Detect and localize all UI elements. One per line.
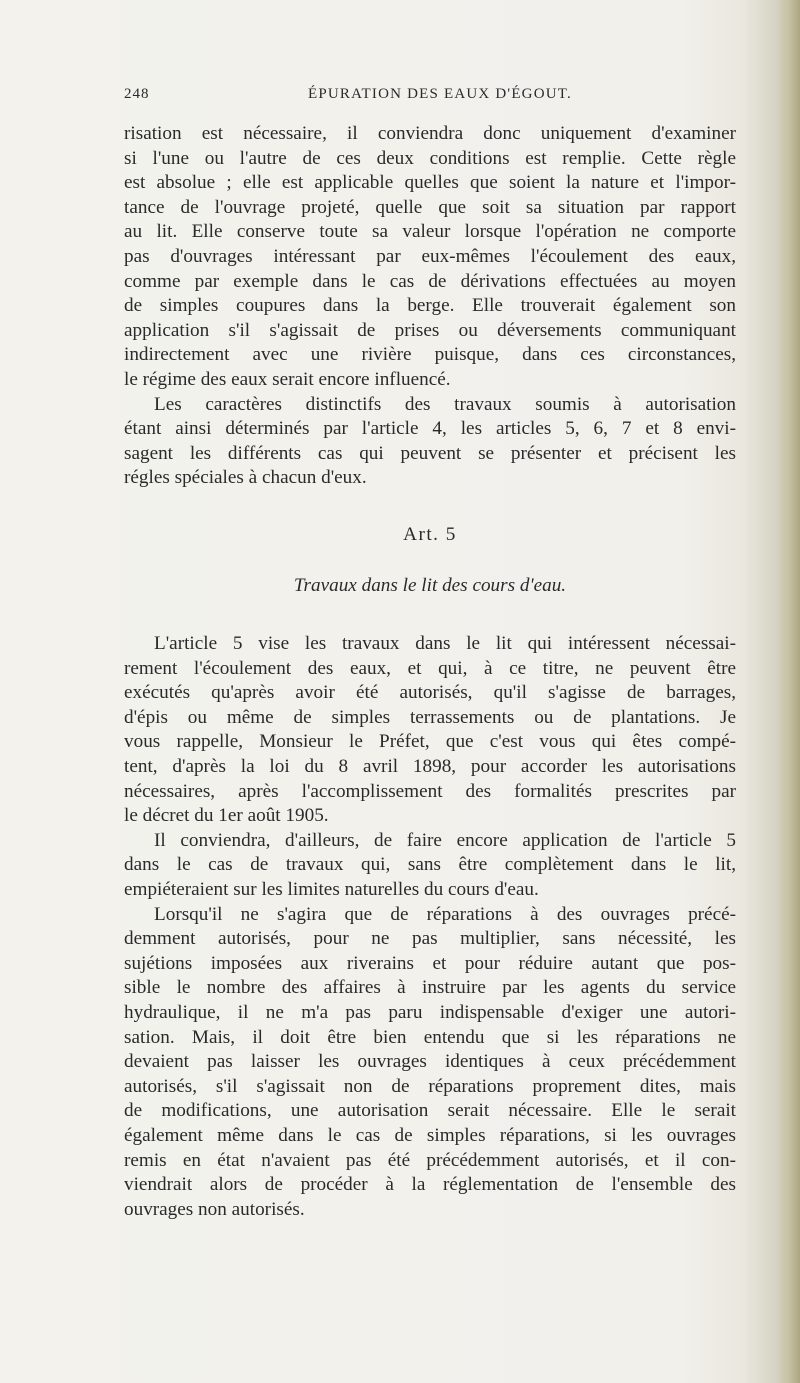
text-line: L'article 5 vise les travaux dans le lit qui intéressent nécessai- [154, 633, 736, 655]
text-line: application s'il s'agissait de prises ou déversements communiquant [124, 319, 736, 341]
text-line: risation est nécessaire, il conviendra donc uniquement d'examiner [124, 123, 736, 144]
text-line: sagent les différents cas qui peuvent se présenter et précisent les [124, 442, 736, 464]
paragraph-4 [124, 829, 736, 903]
text-line: sible le nombre des affaires à instruire par les agents du service [124, 977, 736, 999]
text-line: régles spéciales à chacun d'eux. [124, 467, 367, 489]
text-line: également même dans le cas de simples réparations, si les ouvrages [124, 1124, 736, 1146]
page-number: 248 [124, 86, 150, 102]
paragraph-3 [124, 632, 736, 829]
text-line: Les caractères distinctifs des travaux soumis à autorisation [154, 393, 736, 415]
text-line: étant ainsi déterminés par l'article 4, les articles 5, 6, 7 et 8 envi- [124, 418, 736, 440]
text-line: le décret du 1er août 1905. [124, 805, 329, 827]
text-line: vous rappelle, Monsieur le Préfet, que c'est vous qui êtes compé- [124, 731, 736, 753]
text-line: viendrait alors de procéder à la réglementation de l'ensemble des [124, 1174, 736, 1196]
page-edge-shadow [778, 0, 800, 1383]
text-line: d'épis ou même de simples terrassements ou de plantations. Je [124, 706, 736, 728]
text-line: hydraulique, il ne m'a pas paru indispensable d'exiger une autori- [124, 1002, 736, 1023]
text-line: est absolue ; elle est applicable quelles que soient la nature et l'impor- [124, 172, 736, 194]
running-title: ÉPURATION DES EAUX D'ÉGOUT. [308, 86, 572, 102]
text-line: si l'une ou l'autre de ces deux conditions est remplie. Cette règle [124, 147, 736, 169]
text-line: sation. Mais, il doit être bien entendu que si les réparations ne [124, 1026, 736, 1048]
article-heading: Art. 5 [403, 523, 457, 545]
text-line: pas d'ouvrages intéressant par eux-mêmes l'écoulement des eaux, [124, 245, 736, 267]
spacer [124, 598, 736, 632]
spacer [124, 548, 736, 574]
text-line: devaient pas laisser les ouvrages identiques à ceux précédemment [124, 1051, 736, 1073]
text-line: Lorsqu'il ne s'agira que de réparations à des ouvrages précé- [154, 903, 736, 925]
text-line: empiéteraient sur les limites naturelles du cours d'eau. [124, 879, 539, 901]
text-line: indirectement avec une rivière puisque, dans ces circonstances, [124, 344, 736, 366]
text-line: le régime des eaux serait encore influencé. [124, 368, 451, 390]
text-line: dans le cas de travaux qui, sans être complètement dans le lit, [124, 854, 736, 876]
paragraph-2 [124, 393, 736, 491]
text-line: demment autorisés, pour ne pas multiplier, sans nécessité, les [124, 928, 736, 950]
text-line: de modifications, une autorisation serait nécessaire. Elle le serait [124, 1100, 736, 1122]
text-line: rement l'écoulement des eaux, et qui, à ce titre, ne peuvent être [124, 657, 736, 679]
text-line: nécessaires, après l'accomplissement des formalités prescrites par [124, 780, 736, 802]
article-title: Travaux dans le lit des cours d'eau. [293, 574, 567, 596]
text-line: tance de l'ouvrage projeté, quelle que soit sa situation par rapport [124, 196, 736, 218]
text-line: ouvrages non autorisés. [124, 1198, 305, 1220]
text-line: au lit. Elle conserve toute sa valeur lorsque l'opération ne comporte [124, 221, 736, 243]
text-line: exécutés qu'après avoir été autorisés, qu'il s'agisse de barrages, [124, 682, 736, 704]
paragraph-5 [124, 903, 736, 1223]
text-line: autorisés, s'il s'agissait non de réparations proprement dites, mais [124, 1075, 736, 1097]
text-line: comme par exemple dans le cas de dérivations effectuées au moyen [124, 270, 736, 292]
text-line: Il conviendra, d'ailleurs, de faire encore application de l'article 5 [154, 829, 736, 851]
paragraph-1 [124, 122, 736, 393]
running-head [124, 86, 736, 108]
text-line: remis en état n'avaient pas été précédemment autorisés, et il con- [124, 1149, 736, 1171]
spacer [124, 491, 736, 523]
text-line: de simples coupures dans la berge. Elle trouverait également son [124, 295, 736, 317]
text-line: tent, d'après la loi du 8 avril 1898, pour accorder les autorisations [124, 756, 736, 778]
body-text [124, 122, 736, 1222]
text-line: sujétions imposées aux riverains et pour réduire autant que pos- [124, 952, 736, 974]
